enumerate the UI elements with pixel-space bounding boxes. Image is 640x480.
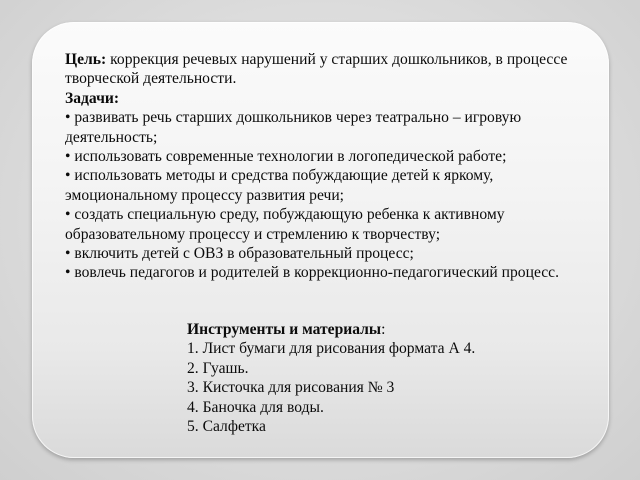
material-item: 3. Кисточка для рисования № 3 <box>187 379 395 397</box>
task-item: • включить детей с ОВЗ в образовательный процесс; <box>65 245 414 263</box>
material-item: 4. Баночка для воды. <box>187 398 324 416</box>
materials-section <box>187 320 567 436</box>
tasks-heading: Задачи: <box>65 89 120 107</box>
task-item: • развивать речь старших дошкольников через театрально – игровую деятельность; <box>65 109 522 146</box>
task-item: • вовлечь педагогов и родителей в коррекционно-педагогический процесс. <box>65 264 560 282</box>
task-item: • создать специальную среду, побуждающую ребенка к активному образовательному процессу и стремлению к творчеству; <box>65 206 505 243</box>
goal-text: коррекция речевых нарушений у старших дошкольников, в процессе творческой деятельности. <box>65 51 568 88</box>
goal-label: Цель: <box>65 51 107 68</box>
goals-section <box>65 50 585 283</box>
material-item: 2. Гуашь. <box>187 359 249 377</box>
material-item: 5. Салфетка <box>187 418 266 436</box>
task-item: • использовать современные технологии в логопедической работе; <box>65 148 507 166</box>
task-item: • использовать методы и средства побуждающие детей к яркому, эмоциональному процессу развития речи; <box>65 167 494 204</box>
tasks-list <box>65 108 585 283</box>
materials-heading-colon: : <box>381 321 386 338</box>
materials-heading-line <box>187 320 567 339</box>
materials-list <box>187 339 567 436</box>
material-item: 1. Лист бумаги для рисования формата А 4. <box>187 340 476 358</box>
goal-paragraph <box>65 50 585 89</box>
materials-heading: Инструменты и материалы <box>187 321 382 338</box>
